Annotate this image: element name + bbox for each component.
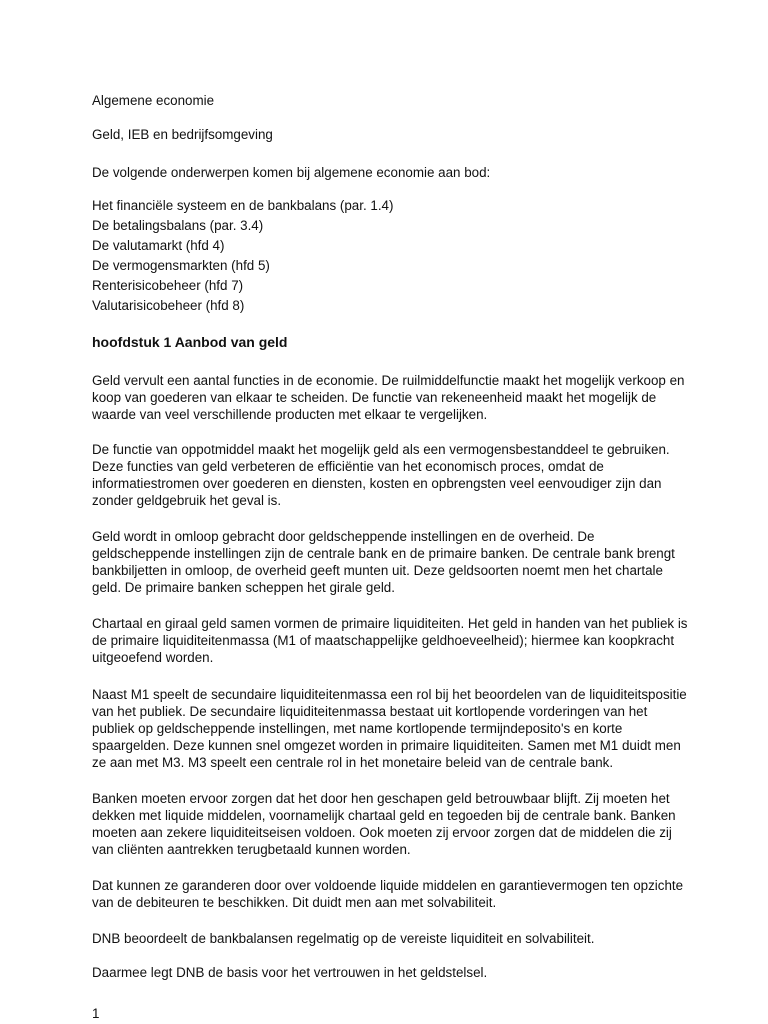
body-line: Chartaal en giraal geld samen vormen de primaire liquiditeiten. Het geld in handen van het publiek is xyxy=(92,616,688,631)
body-line: informatiestromen over goederen en diensten, kosten en opbrengsten veel eenvoudiger zijn dan xyxy=(92,476,662,491)
body-line: geldscheppende instellingen zijn de centrale bank en de primaire banken. De centrale bank brengt xyxy=(92,546,675,561)
body-line: van het publiek. De secundaire liquiditeitenmassa bestaat uit kortlopende vorderingen van het xyxy=(92,704,648,719)
topic-item: Het financiële systeem en de bankbalans (par. 1.4) xyxy=(92,198,394,213)
body-line: Daarmee legt DNB de basis voor het vertrouwen in het geldstelsel. xyxy=(92,965,488,980)
body-line: Naast M1 speelt de secundaire liquiditeitenmassa een rol bij het beoordelen van de liquiditeitspositie xyxy=(92,687,687,702)
chapter-heading: hoofdstuk 1 Aanbod van geld xyxy=(92,334,288,350)
document-title: Algemene economie xyxy=(92,93,215,108)
body-line: ze aan met M3. M3 speelt een centrale rol in het monetaire beleid van de centrale bank. xyxy=(92,755,614,770)
body-line: uitgeoefend worden. xyxy=(92,650,214,665)
body-line: de primaire liquiditeitenmassa (M1 of maatschappelijke geldhoeveelheid); hiermee kan koopkracht xyxy=(92,633,675,648)
body-line: van cliënten aantrekken terugbetaald kunnen worden. xyxy=(92,842,411,857)
topic-item: De vermogensmarkten (hfd 5) xyxy=(92,258,270,273)
topic-item: Renterisicobeheer (hfd 7) xyxy=(92,278,244,293)
body-line: spaargelden. Deze kunnen snel omgezet worden in primaire liquiditeiten. Samen met M1 duidt men xyxy=(92,738,681,753)
body-line: bankbiljetten in omloop, de overheid geeft munten uit. Deze geldsoorten noemt men het chartale xyxy=(92,563,663,578)
body-line: van de debiteuren te beschikken. Dit duidt men aan met solvabiliteit. xyxy=(92,895,497,910)
body-line: Geld vervult een aantal functies in de economie. De ruilmiddelfunctie maakt het mogelijk verkoop en xyxy=(92,373,685,388)
body-line: Banken moeten ervoor zorgen dat het door hen geschapen geld betrouwbaar blijft. Zij moeten het xyxy=(92,791,670,806)
body-line: publiek op geldscheppende instellingen, met name kortlopende termijndeposito's en korte xyxy=(92,721,623,736)
body-line: Dat kunnen ze garanderen door over voldoende liquide middelen en garantievermogen ten opzichte xyxy=(92,878,684,893)
document-subtitle: Geld, IEB en bedrijfsomgeving xyxy=(92,127,273,142)
topic-item: De valutamarkt (hfd 4) xyxy=(92,238,225,253)
topic-item: Valutarisicobeheer (hfd 8) xyxy=(92,298,245,313)
body-line: dekken met liquide middelen, voornamelijk chartaal geld en tegoeden bij de centrale bank. Banken xyxy=(92,808,676,823)
body-line: DNB beoordeelt de bankbalansen regelmatig op de vereiste liquiditeit en solvabiliteit. xyxy=(92,931,595,946)
body-line: Geld wordt in omloop gebracht door geldscheppende instellingen en de overheid. De xyxy=(92,529,595,544)
body-line: moeten aan zekere liquiditeitseisen voldoen. Ook moeten zij ervoor zorgen dat de middelen die zij xyxy=(92,825,672,840)
topic-item: De betalingsbalans (par. 3.4) xyxy=(92,218,264,233)
intro-text: De volgende onderwerpen komen bij algemene economie aan bod: xyxy=(92,165,491,180)
body-line: geld. De primaire banken scheppen het girale geld. xyxy=(92,580,395,595)
body-line: koop van goederen van elkaar te scheiden. De functie van rekeneenheid maakt het mogelijk de xyxy=(92,390,657,405)
body-line: zonder geldgebruik het geval is. xyxy=(92,493,282,508)
body-line: De functie van oppotmiddel maakt het mogelijk geld als een vermogensbestanddeel te gebruiken. xyxy=(92,442,670,457)
body-line: Deze functies van geld verbeteren de efficiëntie van het economisch proces, omdat de xyxy=(92,459,604,474)
page-number: 1 xyxy=(92,1006,100,1021)
body-line: waarde van veel verschillende producten met elkaar te vergelijken. xyxy=(92,407,488,422)
